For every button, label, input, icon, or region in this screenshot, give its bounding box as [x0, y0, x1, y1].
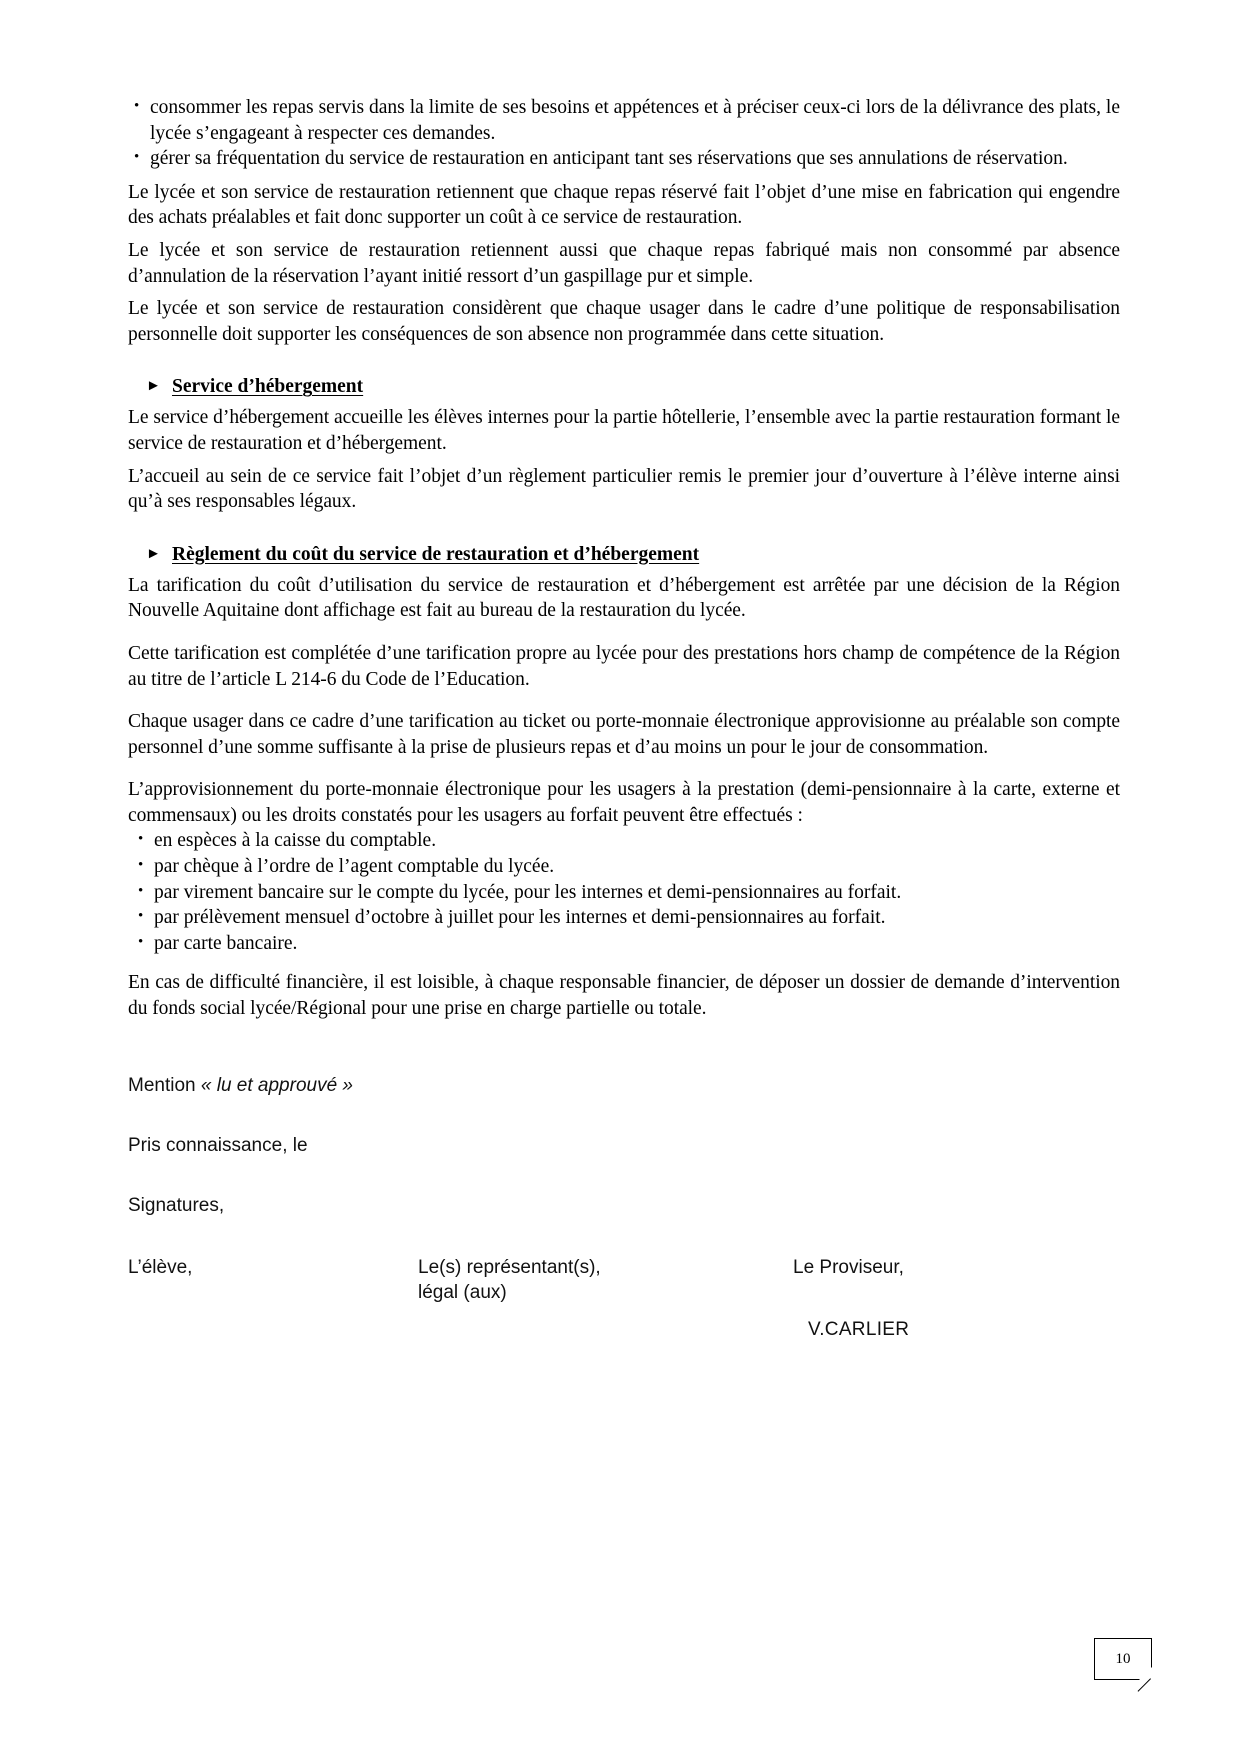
paragraph-gaspillage: Le lycée et son service de restauration retiennent aussi que chaque repas fabriqué mais non consommé par absence d’annulation de la réservation l’ayant initié ressort d’un gaspillage pur et simple. — [128, 239, 1120, 287]
list-item: • en espèces à la caisse du comptable. — [128, 828, 1120, 854]
list-item: • par chèque à l’ordre de l’agent comptable du lycée. — [128, 854, 1120, 880]
arrow-right-icon: ► — [146, 545, 161, 562]
mention-quoted-text: « lu et approuvé » — [200, 1074, 353, 1096]
spacer — [128, 354, 1120, 374]
heading-service-hebergement — [128, 374, 1120, 399]
signatures-label: Signatures, — [128, 1194, 225, 1216]
spacer — [128, 956, 1120, 970]
representative-line-2: légal (aux) — [418, 1281, 507, 1303]
page-number-box — [1094, 1638, 1152, 1680]
list-item: • gérer sa fréquentation du service de restauration en anticipant tant ses réservations que ses annulations de réservation. — [128, 146, 1120, 172]
signature-columns — [128, 1255, 1120, 1375]
paragraph-reservation-fabrication: Le lycée et son service de restauration retiennent que chaque repas réservé fait l’objet d’une mise en fabrication qui engendre des achats préalables et fait donc supporter un coût à ce service de restauration. — [128, 181, 1120, 229]
heading-reglement-cout — [128, 542, 1120, 567]
list-item: • par prélèvement mensuel d’octobre à juillet pour les internes et demi-pensionnaires au forfait. — [128, 905, 1120, 931]
page-corner-fold-line-icon — [1138, 1678, 1151, 1691]
arrow-right-icon: ► — [146, 378, 161, 395]
acknowledge-line: Pris connaissance, le — [128, 1134, 308, 1156]
spacer — [128, 172, 1120, 180]
signature-section — [128, 1075, 1120, 1375]
spacer — [128, 522, 1120, 542]
list-item: • consommer les repas servis dans la limite de ses besoins et appétences et à préciser ceux-ci lors de la délivrance des plats, le lycée s’engageant à respecter ces demandes. — [128, 95, 1120, 146]
page-number-label: 10 — [1115, 1650, 1131, 1667]
heading-label: Service d’hébergement — [172, 376, 364, 398]
paragraph-responsabilisation: Le lycée et son service de restauration considèrent que chaque usager dans le cadre d’une politique de responsabilisation personnelle doit supporter les conséquences de son absence non programmée dans cette situation. — [128, 298, 1120, 345]
paragraph-approvisionnement-compte: Chaque usager dans ce cadre d’une tarification au ticket ou porte-monnaie électronique approvisionne au préalable son compte personnel d’une somme suffisante à la prise de plusieurs repas et d’au moins un pour le jour de consommation. — [128, 711, 1120, 758]
principal-name: V.CARLIER — [808, 1318, 910, 1340]
mention-prefix: Mention — [128, 1074, 201, 1096]
signature-column-representative — [418, 1255, 601, 1305]
list-item: • par carte bancaire. — [128, 931, 1120, 957]
signature-column-principal: Le Proviseur, — [793, 1256, 904, 1278]
representative-line-1: Le(s) représentant(s), — [418, 1256, 601, 1278]
paragraph-tarification-region: La tarification du coût d’utilisation du service de restauration et d’hébergement est arrêtée par une décision de la Région Nouvelle Aquitaine dont affichage est fait au bureau de la restauration du lycée. — [128, 574, 1120, 622]
heading-label: Règlement du coût du service de restauration et d’hébergement — [172, 543, 700, 565]
paragraph-tarification-lycee: Cette tarification est complétée d’une tarification propre au lycée pour des prestations hors champ de compétence de la Région au titre de l’article L 214-6 du Code de l’Education. — [128, 642, 1120, 690]
mention-line — [128, 1075, 1120, 1097]
spacer — [128, 1029, 1120, 1075]
top-bullet-list — [128, 95, 1120, 172]
paragraph-approvisionnement-modes: L’approvisionnement du porte-monnaie électronique pour les usagers à la prestation (demi-pensionnaire à la carte, externe et commensaux) ou les droits constatés pour les usagers au forfait peuvent être effectués : — [128, 779, 1120, 826]
list-item: • par virement bancaire sur le compte du lycée, pour les internes et demi-pensionnaires au forfait. — [128, 880, 1120, 906]
payment-methods-list — [128, 828, 1120, 956]
paragraph-fonds-social: En cas de difficulté financière, il est loisible, à chaque responsable financier, de déposer un dossier de demande d’intervention du fonds social lycée/Régional pour une prise en charge partielle ou totale. — [128, 972, 1120, 1020]
signature-column-student: L’élève, — [128, 1256, 193, 1278]
paragraph-hebergement-accueil: Le service d’hébergement accueille les élèves internes pour la partie hôtellerie, l’ensemble avec la partie restauration formant le service de restauration et d’hébergement. — [128, 407, 1120, 454]
paragraph-hebergement-reglement: L’accueil au sein de ce service fait l’objet d’un règlement particulier remis le premier jour d’ouverture à l’élève interne ainsi qu’à ses responsables légaux. — [128, 465, 1120, 513]
